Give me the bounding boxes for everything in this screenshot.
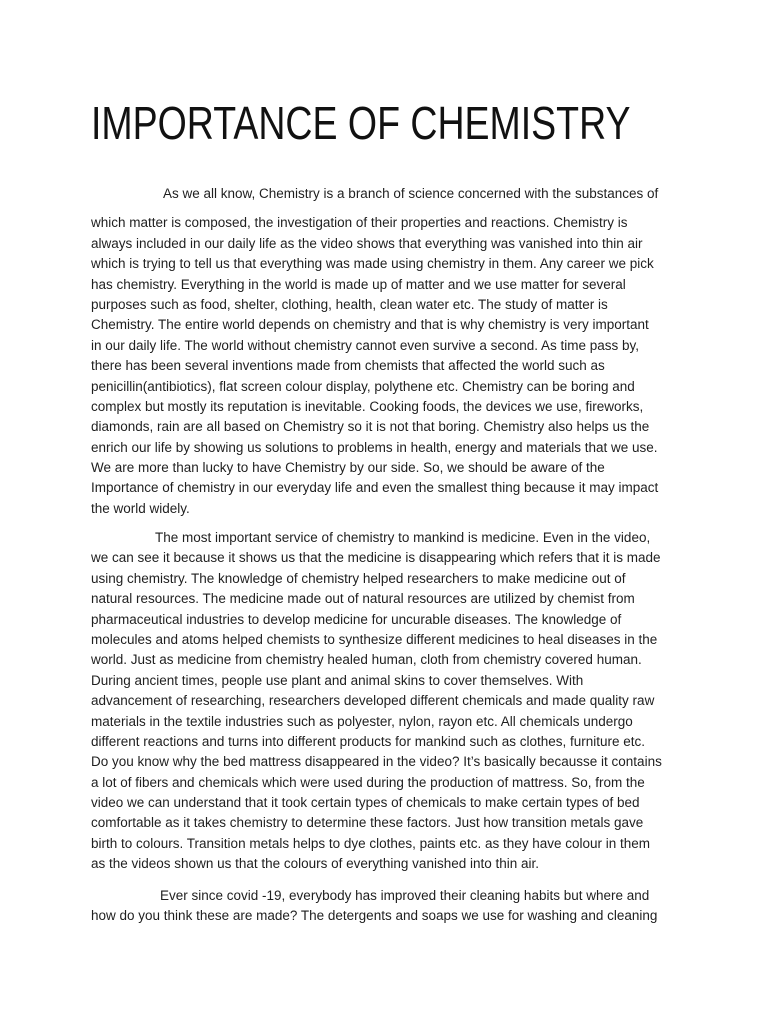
paragraph-line: has chemistry. Everything in the world is made up of matter and we use matter for several bbox=[91, 276, 626, 292]
paragraph-line: natural resources. The medicine made out of natural resources are utilized by chemist from bbox=[91, 591, 635, 607]
paragraph-line: molecules and atoms helped chemists to synthesize different medicines to heal diseases in the bbox=[91, 631, 658, 647]
paragraph-line: video we can understand that it took certain types of chemicals to make certain types of bed bbox=[91, 795, 640, 811]
paragraph-line: Importance of chemistry in our everyday life and even the smallest thing because it may impact bbox=[91, 480, 659, 496]
paragraph-line: the world widely. bbox=[91, 500, 190, 516]
paragraph-2 bbox=[91, 528, 662, 875]
paragraph-line: We are more than lucky to have Chemistry by our side. So, we should be aware of the bbox=[91, 460, 605, 476]
paragraph-line: During ancient times, people use plant and animal skins to cover themselves. With bbox=[91, 672, 584, 688]
paragraph-line: as the videos shown us that the colours of everything vanished into thin air. bbox=[91, 856, 540, 872]
paragraph-line: Chemistry. The entire world depends on chemistry and that is why chemistry is very important bbox=[91, 317, 649, 333]
paragraph-line: advancement of researching, researchers developed different chemicals and made quality raw bbox=[91, 693, 655, 709]
paragraph-line: pharmaceutical industries to develop medicine for uncurable diseases. The knowledge of bbox=[91, 611, 622, 627]
paragraph-line: complex but mostly its reputation is inevitable. Cooking foods, the devices we use, fireworks, bbox=[91, 398, 644, 414]
paragraph-line: penicillin(antibiotics), flat screen colour display, polythene etc. Chemistry can be boring and bbox=[91, 378, 635, 394]
paragraph-line: Do you know why the bed mattress disappeared in the video? It’s basically becausse it contains bbox=[91, 754, 662, 770]
paragraph-line: different reactions and turns into different products for mankind such as clothes, furniture etc. bbox=[91, 733, 646, 749]
paragraph-line: which is trying to tell us that everything was made using chemistry in them. Any career we pick bbox=[91, 256, 654, 272]
paragraph-line: which matter is composed, the investigation of their properties and reactions. Chemistry is bbox=[91, 215, 628, 231]
paragraph-line: how do you think these are made? The detergents and soaps we use for washing and cleaning bbox=[91, 908, 658, 924]
paragraph-line: birth to colours. Transition metals helps to dye clothes, paints etc. as they have colour in them bbox=[91, 835, 651, 851]
paragraph-line: enrich our life by showing us solutions to problems in health, energy and materials that we use. bbox=[91, 439, 658, 455]
paragraph-line: comfortable as it takes chemistry to determine these factors. Just how transition metals gave bbox=[91, 815, 644, 831]
paragraph-1 bbox=[91, 184, 658, 519]
paragraph-line: materials in the textile industries such as polyester, nylon, rayon etc. All chemicals undergo bbox=[91, 713, 633, 729]
paragraph-line: The most important service of chemistry to mankind is medicine. Even in the video, bbox=[155, 530, 651, 545]
paragraph-3 bbox=[91, 886, 657, 927]
paragraph-line: there has been several inventions made from chemists that affected the world such as bbox=[91, 358, 605, 374]
paragraph-line: diamonds, rain are all based on Chemistry so it is not that boring. Chemistry also helps us the bbox=[91, 419, 650, 435]
paragraph-line: using chemistry. The knowledge of chemistry helped researchers to make medicine out of bbox=[91, 570, 626, 586]
paragraph-line: always included in our daily life as the video shows that everything was vanished into thin air bbox=[91, 235, 643, 251]
paragraph-line: purposes such as food, shelter, clothing, health, clean water etc. The study of matter is bbox=[91, 296, 608, 312]
paragraph-line: in our daily life. The world without chemistry cannot even survive a second. As time pass by, bbox=[91, 337, 640, 353]
paragraph-line: Ever since covid -19, everybody has improved their cleaning habits but where and bbox=[160, 888, 650, 903]
document-title: IMPORTANCE OF CHEMISTRY bbox=[91, 97, 631, 149]
paragraph-line: we can see it because it shows us that the medicine is disappearing which refers that it is made bbox=[91, 550, 661, 566]
paragraph-line: world. Just as medicine from chemistry healed human, cloth from chemistry covered human. bbox=[91, 652, 642, 668]
paragraph-line: As we all know, Chemistry is a branch of science concerned with the substances of bbox=[163, 186, 659, 201]
paragraph-line: a lot of fibers and chemicals which were used during the production of mattress. So, from the bbox=[91, 774, 645, 790]
